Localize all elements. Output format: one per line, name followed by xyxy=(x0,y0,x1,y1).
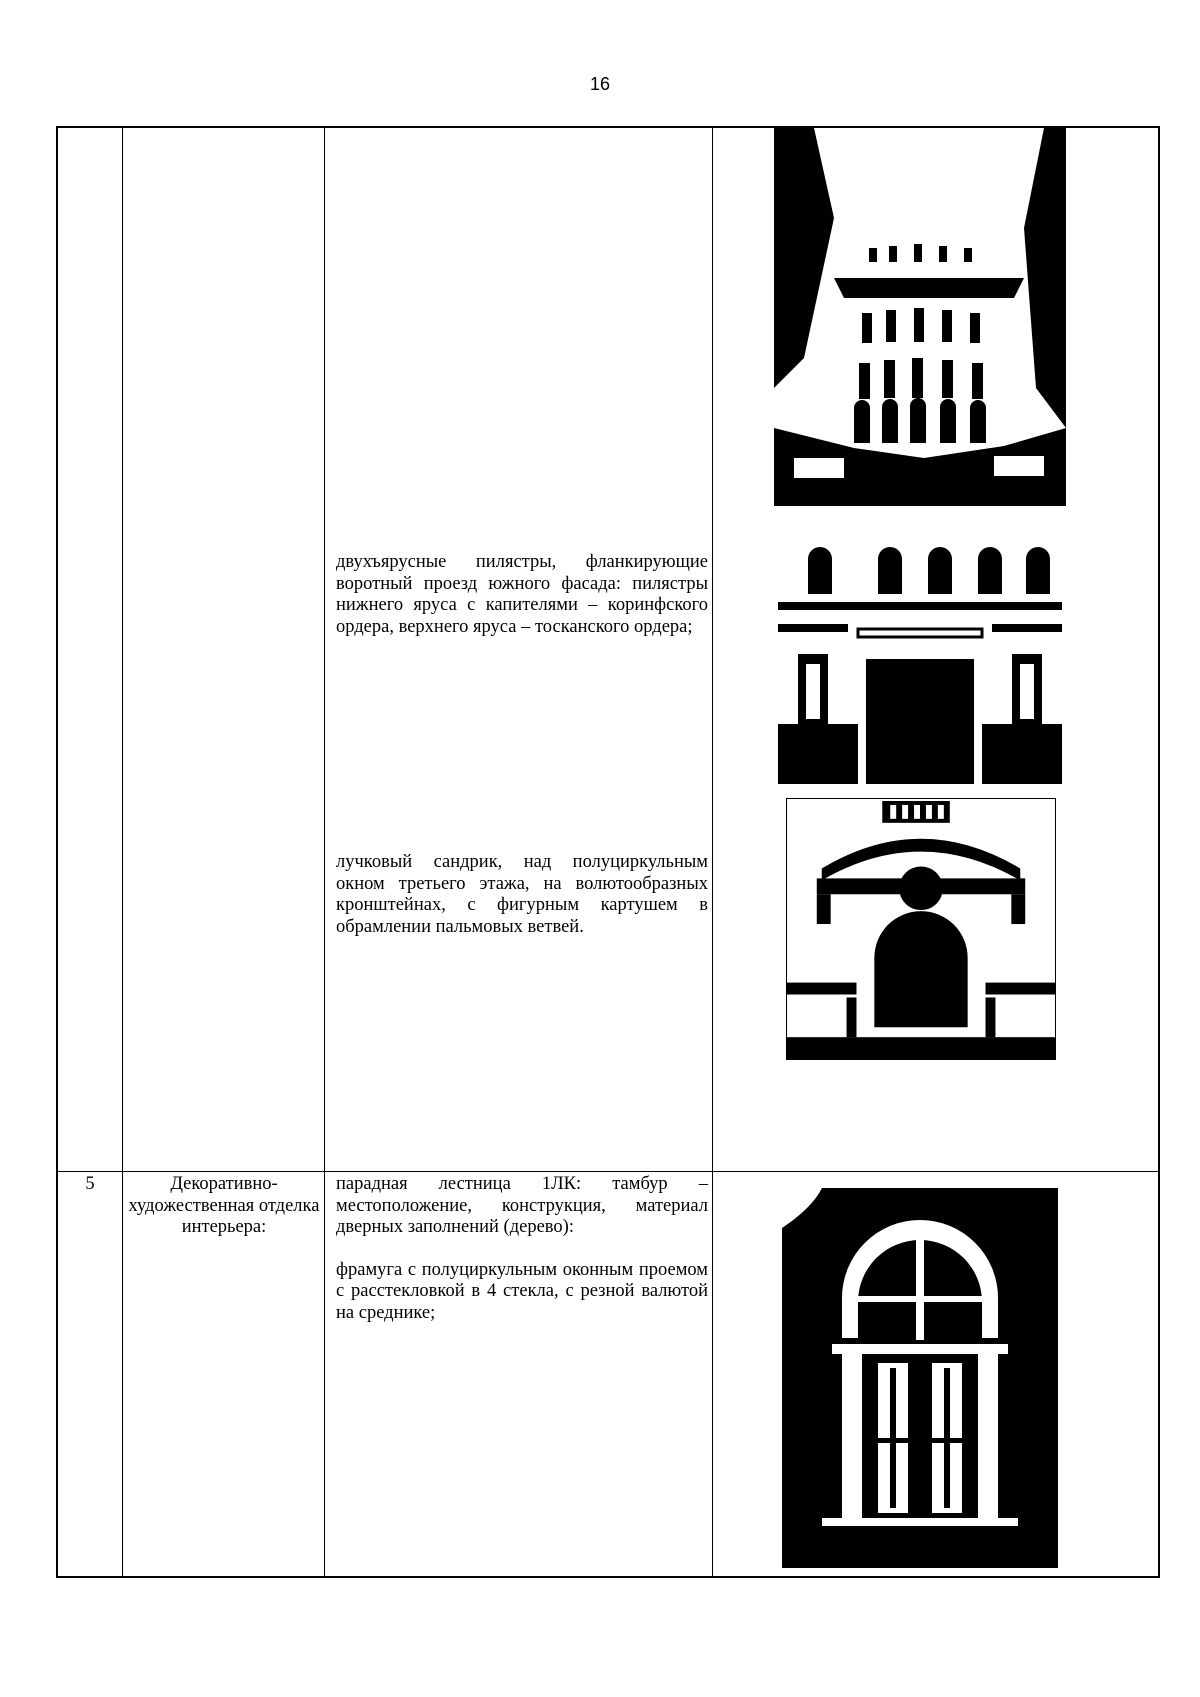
element-name: Декоративно-художественная отделка интерьера: xyxy=(128,1174,320,1237)
description-vestibule xyxy=(336,1174,708,1345)
description-transom-text: фрамуга с полуциркульным оконным проемом с расстекловкой в 4 стекла, с резной валютой на среднике; xyxy=(336,1259,708,1323)
row-number: 5 xyxy=(85,1174,95,1194)
window-pediment-cartouche-photo xyxy=(786,798,1056,1060)
row-divider xyxy=(58,1171,1158,1172)
courtyard-facade-photo xyxy=(774,128,1066,506)
vestibule-transom-window-photo xyxy=(782,1188,1058,1568)
column-divider xyxy=(122,128,123,1576)
column-divider xyxy=(324,128,325,1576)
description-vestibule-text: парадная лестница 1ЛК: тамбур – местоположение, конструкция, материал дверных заполнений (дерево): xyxy=(336,1174,708,1237)
gate-passage-pilasters-photo xyxy=(778,524,1062,784)
description-pediment: лучковый сандрик, над полуциркульным окном третьего этажа, на волютообразных кронштейнах, с фигурным картушем в обрамлении пальмовых ветвей. xyxy=(336,852,708,937)
description-pilasters: двухъярусные пилястры, фланкирующие воротный проезд южного фасада: пилястры нижнего яруса с капителями – коринфского ордера, верхнего яруса – тосканского ордера; xyxy=(336,552,708,637)
heritage-elements-table xyxy=(56,126,1160,1578)
column-divider xyxy=(712,128,713,1576)
page-number: 16 xyxy=(589,74,611,94)
